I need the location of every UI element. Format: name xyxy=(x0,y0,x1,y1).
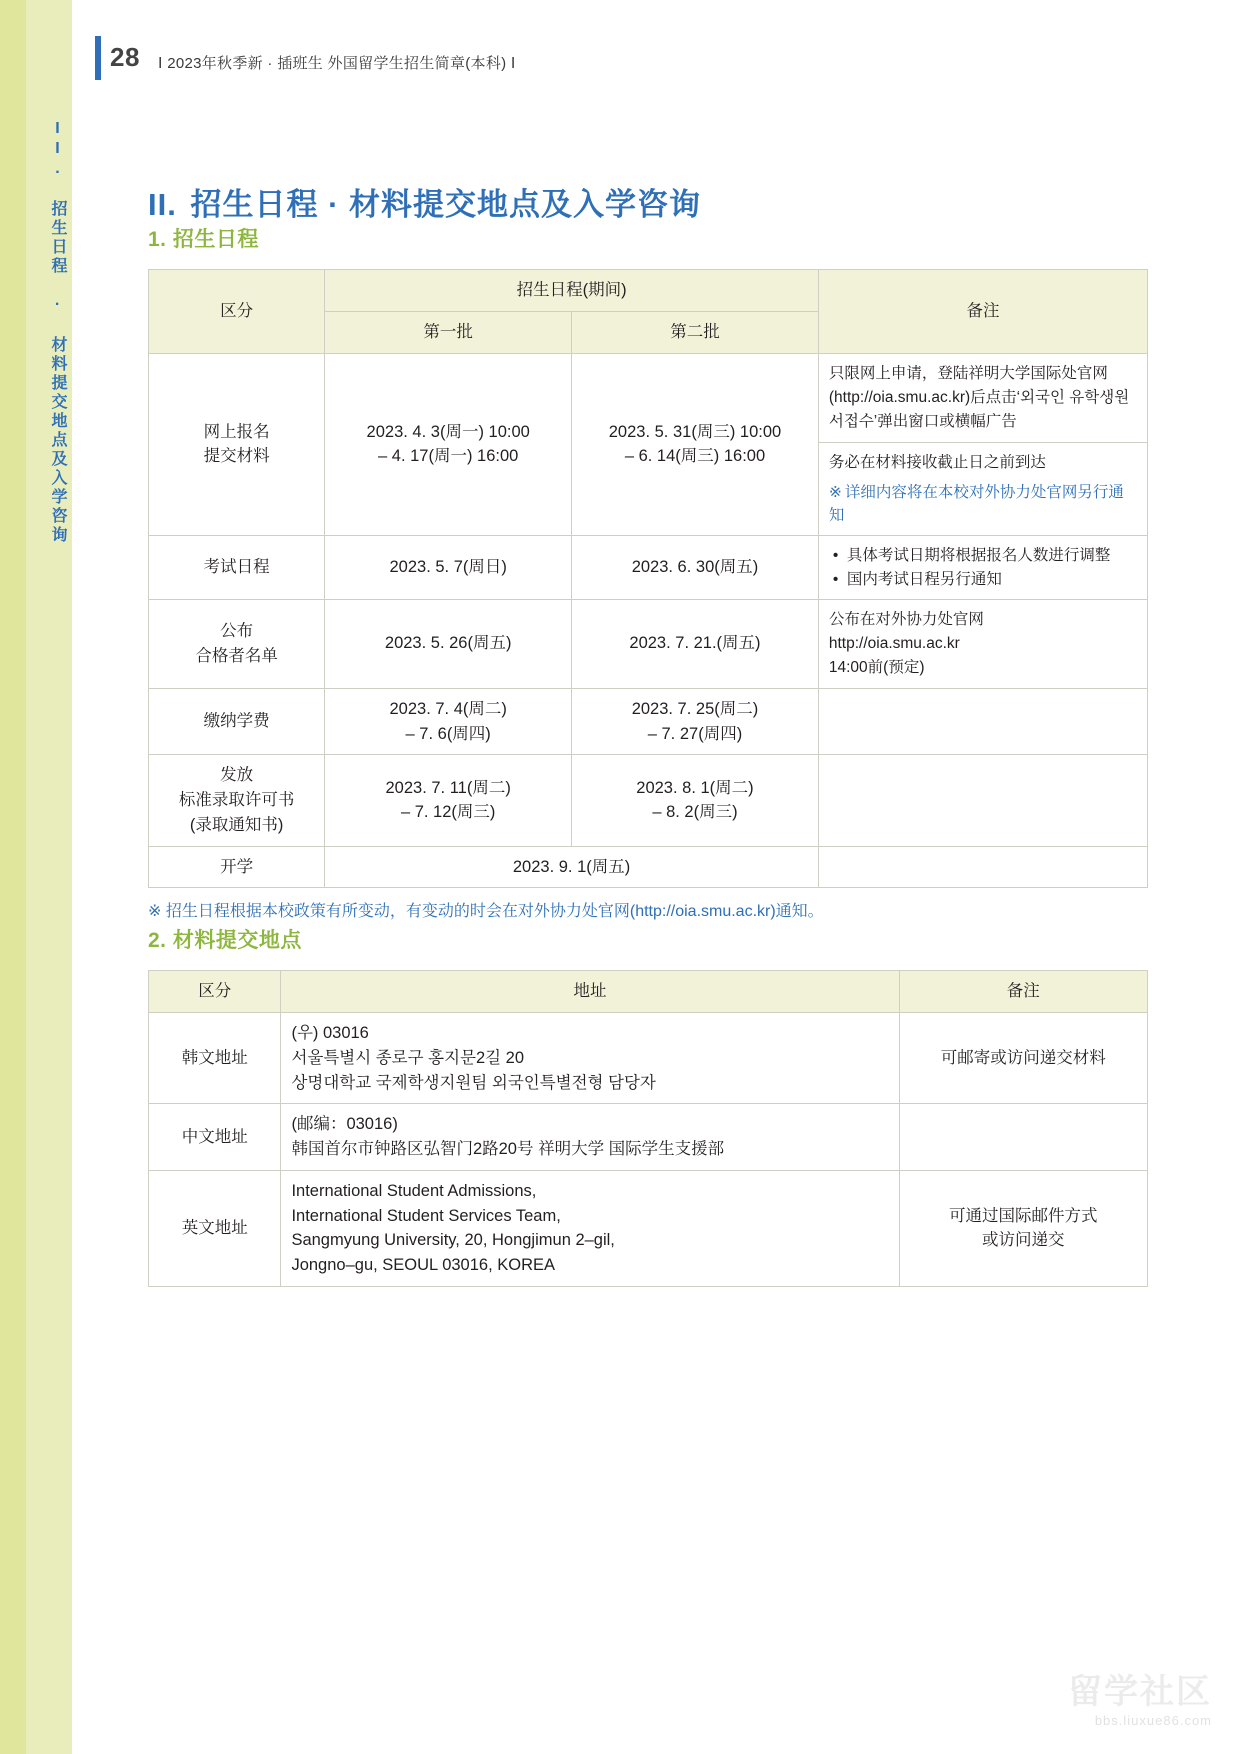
side-band xyxy=(0,0,72,1754)
cell-address: (우) 03016 서울특별시 종로구 홍지문2길 20 상명대학교 국제학생지원팀 외국인특별전형 담당자 xyxy=(281,1013,899,1104)
cell-division: 韩文地址 xyxy=(149,1013,281,1104)
cell-batch2: 2023. 6. 30(周五) xyxy=(572,536,819,600)
header-rule xyxy=(95,36,101,80)
cell-batch2: 2023. 7. 21.(周五) xyxy=(572,599,819,688)
cell-remark xyxy=(818,353,1147,536)
th-division: 区分 xyxy=(149,971,281,1013)
cell-batch2: 2023. 8. 1(周二) – 8. 2(周三) xyxy=(572,755,819,846)
footnote-mark: ※ xyxy=(148,903,162,921)
cell-division: 英文地址 xyxy=(149,1170,281,1286)
table-row xyxy=(149,536,1148,600)
page-content xyxy=(148,186,1148,1287)
table-row xyxy=(149,688,1148,755)
cell-division: 中文地址 xyxy=(149,1104,281,1171)
remark-subrow xyxy=(819,354,1147,443)
cell-batch1: 2023. 5. 26(周五) xyxy=(325,599,572,688)
cell-batch1: 2023. 7. 11(周二) – 7. 12(周三) xyxy=(325,755,572,846)
cell-batch1: 2023. 4. 3(周一) 10:00 – 4. 17(周一) 16:00 xyxy=(325,353,572,536)
table-header-row xyxy=(149,270,1148,312)
cell-batch2: 2023. 5. 31(周三) 10:00 – 6. 14(周三) 16:00 xyxy=(572,353,819,536)
remark-bullet-list xyxy=(829,544,1137,591)
schedule-footnote xyxy=(148,900,1148,924)
remark-detail-note: ※ 详细内容将在本校对外协力处官网另行通知 xyxy=(828,483,1124,524)
th-schedule-group: 招生日程(期间) xyxy=(325,270,819,312)
chapter-number: II. xyxy=(148,187,177,222)
cell-remark: 可邮寄或访问递交材料 xyxy=(899,1013,1147,1104)
cell-remark xyxy=(818,536,1147,600)
cell-remark xyxy=(899,1104,1147,1171)
section1-heading: 1. 招生日程 xyxy=(148,228,259,252)
th-address: 地址 xyxy=(281,971,899,1013)
th-batch2: 第二批 xyxy=(572,311,819,353)
th-division: 区分 xyxy=(149,270,325,354)
watermark xyxy=(1068,1675,1212,1728)
cell-address: (邮编：03016) 韩国首尔市钟路区弘智门2路20号 祥明大学 国际学生支援部 xyxy=(281,1104,899,1171)
side-band-accent xyxy=(0,0,26,1754)
schedule-table-body xyxy=(149,353,1148,888)
cell-division: 缴纳学费 xyxy=(149,688,325,755)
cell-division: 公布 合格者名单 xyxy=(149,599,325,688)
cell-batch1: 2023. 5. 7(周日) xyxy=(325,536,572,600)
chapter-heading xyxy=(148,186,1148,223)
note-mark: ※ xyxy=(828,483,842,501)
table-row xyxy=(149,1170,1148,1286)
cell-batch1: 2023. 7. 4(周二) – 7. 6(周四) xyxy=(325,688,572,755)
table-row xyxy=(149,1104,1148,1171)
schedule-table xyxy=(148,269,1148,888)
th-remark: 备注 xyxy=(899,971,1147,1013)
section2-heading: 2. 材料提交地点 xyxy=(148,929,302,953)
remark-subtable xyxy=(819,354,1147,536)
cell-merged-date: 2023. 9. 1(周五) xyxy=(325,846,819,888)
cell-remark: 可通过国际邮件方式 或访问递交 xyxy=(899,1170,1147,1286)
th-remark: 备注 xyxy=(818,270,1147,354)
cell-division: 网上报名 提交材料 xyxy=(149,353,325,536)
list-item: • 具体考试日期将根据报名人数进行调整 xyxy=(845,544,1137,567)
table-row xyxy=(149,755,1148,846)
address-table xyxy=(148,970,1148,1287)
table-header-row xyxy=(149,971,1148,1013)
watermark-text: 留学社区 xyxy=(1068,1673,1212,1711)
list-item: • 国内考试日程另行通知 xyxy=(845,568,1137,591)
cell-remark xyxy=(818,688,1147,755)
table-row xyxy=(149,599,1148,688)
th-batch1: 第一批 xyxy=(325,311,572,353)
remark-deadline: 务必在材料接收截止日之前到达 xyxy=(828,453,1046,471)
running-title: Ⅰ 2023年秋季新 · 插班生 外国留学生招生简章(本科) Ⅰ xyxy=(158,55,516,72)
address-table-body xyxy=(149,1013,1148,1287)
watermark-url: bbs.liuxue86.com xyxy=(1094,1713,1212,1728)
cell-remark xyxy=(818,755,1147,846)
cell-batch2: 2023. 7. 25(周二) – 7. 27(周四) xyxy=(572,688,819,755)
schedule-table-head xyxy=(149,270,1148,354)
remark-apply-online: 只限网上申请，登陆祥明大学国际处官网(http://oia.smu.ac.kr)后点击‘외국인 유학생원서접수’弹出窗口或横幅广告 xyxy=(819,354,1147,443)
address-table-head xyxy=(149,971,1148,1013)
footnote-text: 招生日程根据本校政策有所变动，有变动的时会在对外协力处官网(http://oia.smu.ac.kr)通知。 xyxy=(165,903,824,921)
remark-subrow xyxy=(819,442,1147,535)
table-row xyxy=(149,353,1148,536)
remark-deadline-block xyxy=(819,442,1147,535)
cell-address: International Student Admissions, International Student Services Team, Sangmyung University, 20, Hongjimun 2–gil, Jongno–gu, SEOUL 03016, KOREA xyxy=(281,1170,899,1286)
cell-remark: 公布在对外协力处官网 http://oia.smu.ac.kr 14:00前(预定) xyxy=(818,599,1147,688)
page-number: 28 xyxy=(110,42,140,72)
table-row xyxy=(149,846,1148,888)
cell-remark xyxy=(818,846,1147,888)
cell-division: 发放 标准录取许可书 (录取通知书) xyxy=(149,755,325,846)
table-row xyxy=(149,1013,1148,1104)
sidebar-chapter-label: II. 招生日程 · 材料提交地点及入学咨询 xyxy=(49,120,66,545)
chapter-title: 招生日程 · 材料提交地点及入学咨询 xyxy=(190,187,702,222)
cell-division: 开学 xyxy=(149,846,325,888)
cell-division: 考试日程 xyxy=(149,536,325,600)
